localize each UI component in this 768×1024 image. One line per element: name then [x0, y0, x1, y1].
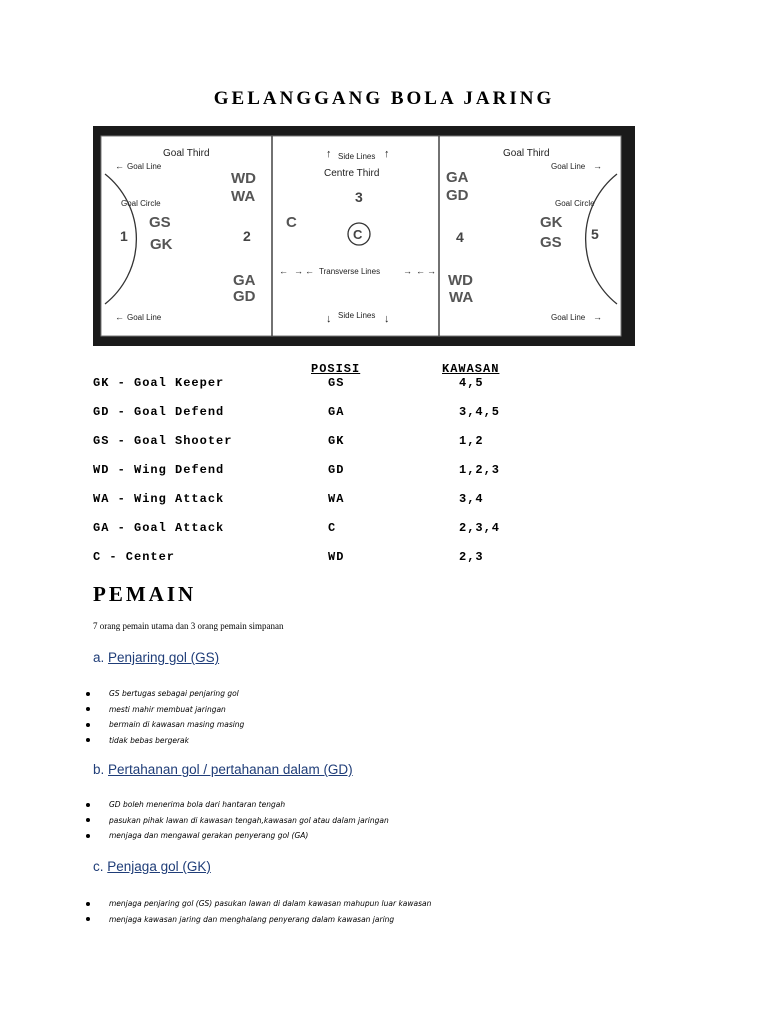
- table-row-kawasan: 1,2,3: [459, 463, 501, 477]
- bullet-dot-icon: [86, 834, 90, 838]
- centre-third-label: Centre Third: [324, 168, 380, 179]
- table-row-posisi: GK: [328, 434, 345, 448]
- subheading-title: Pertahanan gol / pertahanan dalam (GD): [108, 762, 353, 777]
- table-row-kawasan: 3,4,5: [459, 405, 501, 419]
- list-item: menjaga kawasan jaring dan menghalang penyerang dalam kawasan jaring: [86, 912, 431, 928]
- header-posisi: POSISI: [311, 362, 361, 376]
- list-item: tidak bebas bergerak: [86, 733, 244, 749]
- zone-number: 5: [591, 226, 599, 242]
- zone-number: 4: [456, 229, 464, 245]
- goal-line-arrow-icon: ←: [115, 312, 124, 322]
- bullet-dot-icon: [86, 803, 90, 807]
- pemain-intro-text: 7 orang pemain utama dan 3 orang pemain simpanan: [93, 621, 284, 631]
- goal-line-label: Goal Line: [551, 313, 586, 322]
- list-item: GS bertugas sebagai penjaring gol: [86, 686, 244, 702]
- subheading-penjaring-gol: [93, 650, 219, 665]
- transverse-arrow-icon: →: [427, 266, 436, 276]
- table-row-kawasan: 3,4: [459, 492, 484, 506]
- table-row-name: GD - Goal Defend: [93, 405, 225, 419]
- transverse-arrow-icon: ←: [416, 266, 425, 276]
- goal-third-label-left: Goal Third: [163, 148, 210, 159]
- table-row-posisi: GD: [328, 463, 345, 477]
- header-kawasan: KAWASAN: [442, 362, 500, 376]
- bullet-dot-icon: [86, 723, 90, 727]
- goal-circle-label-left: Goal Circle: [121, 199, 161, 208]
- zone-number: 3: [355, 189, 363, 205]
- side-lines-arrow-icon: ↑: [384, 148, 390, 160]
- side-lines-arrow-icon: ↓: [384, 313, 390, 325]
- position-label: GS: [149, 214, 171, 231]
- transverse-arrow-icon: ←: [305, 266, 314, 276]
- position-label: GS: [540, 234, 562, 251]
- subheading-penjaga-gol: [93, 859, 211, 874]
- subheading-title: Penjaga gol (GK): [107, 859, 211, 874]
- goal-line-label: Goal Line: [551, 162, 586, 171]
- bullet-dot-icon: [86, 738, 90, 742]
- bullet-dot-icon: [86, 902, 90, 906]
- side-lines-label-bottom: Side Lines: [338, 311, 376, 320]
- position-label: GK: [150, 236, 173, 253]
- table-row-posisi: WA: [328, 492, 345, 506]
- side-lines-label-top: Side Lines: [338, 152, 376, 161]
- goal-line-label: Goal Line: [127, 162, 162, 171]
- centre-circle-label: C: [353, 227, 363, 242]
- table-row-name: C - Center: [93, 550, 176, 564]
- position-label: C: [286, 214, 297, 231]
- bullet-dot-icon: [86, 692, 90, 696]
- bullet-dot-icon: [86, 818, 90, 822]
- goal-line-arrow-icon: →: [593, 312, 602, 322]
- transverse-arrow-icon: →: [294, 266, 303, 276]
- position-label: GA: [233, 272, 256, 289]
- list-item: mesti mahir membuat jaringan: [86, 702, 244, 718]
- position-label: WA: [449, 289, 474, 306]
- zone-number: 2: [243, 228, 251, 244]
- side-lines-arrow-icon: ↓: [326, 313, 332, 325]
- table-row-posisi: GA: [328, 405, 345, 419]
- netball-court-diagram: [93, 126, 635, 346]
- table-row-posisi: WD: [328, 550, 345, 564]
- list-item: bermain di kawasan masing masing: [86, 717, 244, 733]
- goal-line-arrow-icon: ←: [115, 161, 124, 171]
- position-label: GD: [233, 288, 256, 305]
- page-title: GELANGGANG BOLA JARING: [213, 88, 555, 109]
- zone-number: 1: [120, 228, 128, 244]
- section-heading-pemain: PEMAIN: [93, 582, 197, 606]
- subheading-prefix: a.: [93, 650, 105, 665]
- bullet-dot-icon: [86, 707, 90, 711]
- goal-third-label-right: Goal Third: [503, 148, 550, 159]
- transverse-arrow-icon: ←: [279, 266, 288, 276]
- position-label: GA: [446, 169, 469, 186]
- table-row-name: GA - Goal Attack: [93, 521, 225, 535]
- table-row-kawasan: 1,2: [459, 434, 484, 448]
- subheading-title: Penjaring gol (GS): [108, 650, 220, 665]
- bullet-list-gd: [86, 797, 389, 844]
- transverse-arrow-icon: →: [403, 266, 412, 276]
- subheading-prefix: b.: [93, 762, 105, 777]
- position-label: GK: [540, 214, 563, 231]
- goal-circle-label-right: Goal Circle: [555, 199, 595, 208]
- side-lines-arrow-icon: ↑: [326, 148, 332, 160]
- transverse-lines-label: Transverse Lines: [319, 267, 381, 276]
- goal-line-arrow-icon: →: [593, 161, 602, 171]
- subheading-prefix: c.: [93, 859, 104, 874]
- list-item: menjaga penjaring gol (GS) pasukan lawan di dalam kawasan mahupun luar kawasan: [86, 896, 431, 912]
- bullet-dot-icon: [86, 917, 90, 921]
- table-row-name: GK - Goal Keeper: [93, 376, 225, 390]
- subheading-pertahanan-gol: [93, 762, 353, 777]
- list-item: pasukan pihak lawan di kawasan tengah,kawasan gol atau dalam jaringan: [86, 813, 389, 829]
- table-row-name: GS - Goal Shooter: [93, 434, 233, 448]
- position-label: GD: [446, 187, 469, 204]
- bullet-list-gk: [86, 896, 431, 927]
- table-row-name: WD - Wing Defend: [93, 463, 225, 477]
- position-label: WA: [231, 188, 256, 205]
- bullet-list-gs: [86, 686, 244, 748]
- position-label: WD: [448, 272, 473, 289]
- table-row-kawasan: 2,3: [459, 550, 484, 564]
- table-row-kawasan: 4,5: [459, 376, 484, 390]
- table-row-kawasan: 2,3,4: [459, 521, 501, 535]
- goal-line-label: Goal Line: [127, 313, 162, 322]
- list-item: menjaga dan mengawal gerakan penyerang gol (GA): [86, 828, 389, 844]
- table-row-posisi: C: [328, 521, 337, 535]
- list-item: GD boleh menerima bola dari hantaran tengah: [86, 797, 389, 813]
- table-row-posisi: GS: [328, 376, 345, 390]
- position-label: WD: [231, 170, 256, 187]
- table-row-name: WA - Wing Attack: [93, 492, 225, 506]
